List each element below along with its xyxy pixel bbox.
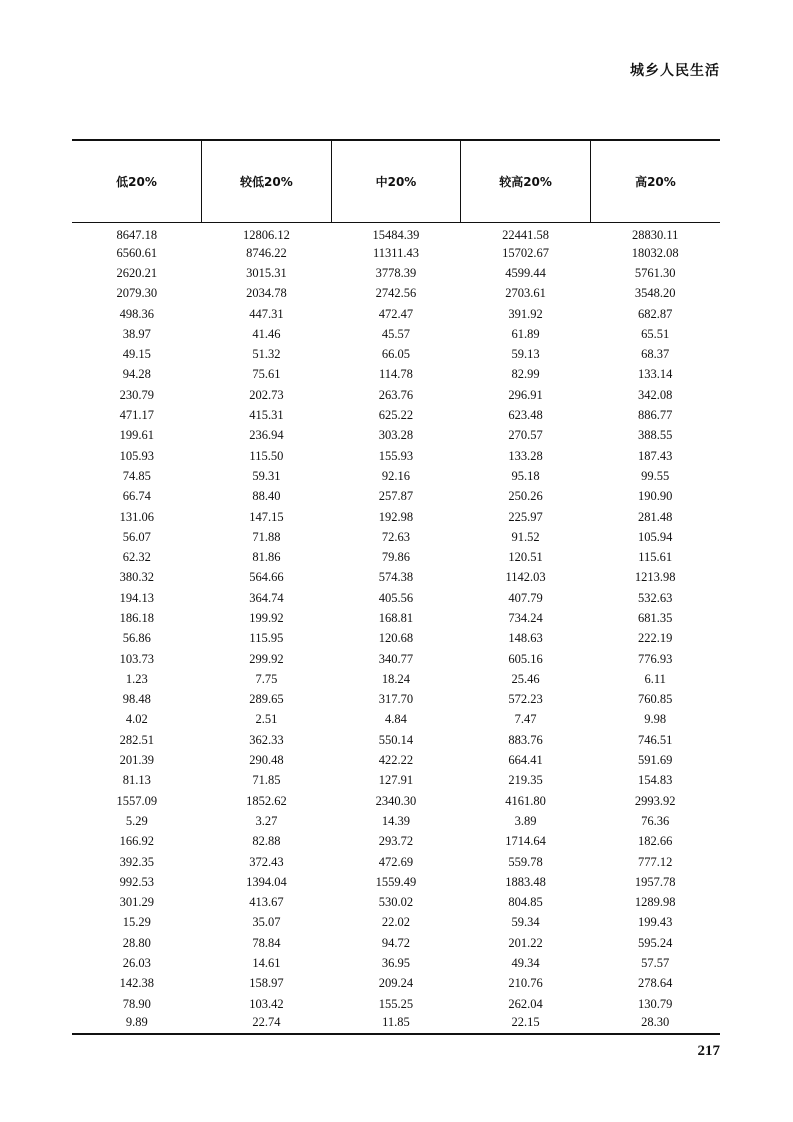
table-cell: 75.61: [252, 367, 281, 382]
table-cell: 1142.03: [505, 570, 546, 585]
table-cell: 391.92: [508, 306, 543, 321]
table-cell: 1852.62: [246, 793, 287, 808]
table-cell: 79.86: [381, 550, 411, 565]
table-cell: 155.93: [378, 448, 414, 463]
table-cell: 65.51: [641, 326, 670, 341]
table-cell: 1883.48: [505, 874, 546, 889]
table-cell: 804.85: [508, 895, 543, 910]
table-cell: 154.83: [638, 773, 673, 788]
table-cell: 263.76: [378, 387, 414, 402]
table-cell: 91.52: [511, 529, 540, 544]
table-cell: 105.94: [638, 529, 673, 544]
table-cell: 447.31: [249, 306, 284, 321]
table-cell: 11311.43: [373, 245, 419, 260]
table-cell: 68.37: [641, 347, 670, 362]
table-cell: 572.23: [508, 692, 543, 707]
table-cell: 7.75: [255, 671, 278, 686]
table-cell: 59.13: [511, 347, 540, 362]
table-body: [72, 222, 720, 1034]
table-cell: 209.24: [378, 976, 414, 991]
table-cell: 130.79: [638, 996, 673, 1011]
table-cell: 4161.80: [505, 793, 546, 808]
table-row: [72, 222, 720, 243]
table-cell: 28.30: [590, 1014, 720, 1034]
table-cell: 199.61: [119, 428, 154, 443]
data-table-container: [72, 139, 720, 1035]
table-cell: 133.28: [508, 448, 543, 463]
table-cell: 303.28: [378, 428, 414, 443]
table-cell: 2034.78: [246, 286, 287, 301]
table-cell: 388.55: [638, 428, 673, 443]
table-cell: 115.61: [638, 550, 673, 565]
table-cell: 2703.61: [505, 286, 546, 301]
table-cell: 38.97: [122, 326, 151, 341]
table-row: [72, 263, 720, 283]
table-cell: 776.93: [638, 651, 673, 666]
table-row: [72, 243, 720, 263]
table-cell: 664.41: [508, 753, 543, 768]
table-cell: 407.79: [508, 590, 543, 605]
table-row: [72, 1014, 720, 1034]
table-cell: 415.31: [249, 408, 284, 423]
table-row: [72, 973, 720, 993]
page-number: 217: [697, 1043, 720, 1059]
table-row: [72, 567, 720, 587]
table-row: [72, 547, 720, 567]
table-cell: 682.87: [638, 306, 673, 321]
table-cell: 290.48: [249, 753, 284, 768]
table-cell: 131.06: [119, 509, 154, 524]
table-cell: 734.24: [508, 610, 543, 625]
table-cell: 192.98: [378, 509, 414, 524]
table-cell: 296.91: [508, 387, 543, 402]
table-row: [72, 892, 720, 912]
table-row: [72, 588, 720, 608]
table-cell: 1.23: [125, 671, 148, 686]
table-cell: 4.84: [385, 712, 407, 727]
table-row: [72, 750, 720, 770]
table-cell: 59.34: [511, 915, 540, 930]
table-cell: 574.38: [378, 570, 414, 585]
table-row: [72, 385, 720, 405]
table-row: [72, 283, 720, 303]
table-cell: 564.66: [249, 570, 284, 585]
table-cell: 103.42: [249, 996, 284, 1011]
table-cell: 6560.61: [116, 245, 158, 260]
table-cell: 299.92: [249, 651, 284, 666]
table-cell: 98.48: [122, 692, 151, 707]
table-cell: 56.86: [122, 631, 151, 646]
table-cell: 236.94: [249, 428, 284, 443]
table-cell: 623.48: [508, 408, 543, 423]
table-cell: 190.90: [638, 489, 673, 504]
table-cell: 270.57: [508, 428, 543, 443]
table-cell: 472.69: [378, 854, 414, 869]
table-cell: 777.12: [638, 854, 673, 869]
table-cell: 372.43: [249, 854, 284, 869]
table-cell: 26.03: [122, 956, 151, 971]
table-cell: 147.15: [249, 509, 284, 524]
table-cell: 8746.22: [246, 245, 287, 260]
table-cell: 57.57: [641, 956, 670, 971]
table-cell: 95.18: [511, 468, 540, 483]
table-cell: 472.47: [378, 306, 414, 321]
table-cell: 36.95: [381, 956, 411, 971]
table-cell: 262.04: [508, 996, 543, 1011]
table-cell: 74.85: [122, 468, 151, 483]
column-header: 低20%: [72, 140, 202, 222]
table-cell: 28830.11: [631, 227, 679, 242]
table-cell: 559.78: [508, 854, 543, 869]
table-row: [72, 993, 720, 1013]
table-row: [72, 851, 720, 871]
table-row: [72, 466, 720, 486]
table-cell: 886.77: [638, 408, 673, 423]
table-cell: 66.05: [381, 347, 411, 362]
table-row: [72, 811, 720, 831]
table-cell: 471.17: [119, 408, 154, 423]
table-row: [72, 628, 720, 648]
table-cell: 2993.92: [634, 793, 676, 808]
table-cell: 362.33: [249, 732, 284, 747]
table-cell: 992.53: [119, 874, 154, 889]
table-cell: 257.87: [378, 489, 414, 504]
table-row: [72, 303, 720, 323]
table-cell: 532.63: [638, 590, 673, 605]
table-cell: 142.38: [119, 976, 154, 991]
table-cell: 15702.67: [502, 245, 550, 260]
table-cell: 3015.31: [246, 265, 287, 280]
table-cell: 78.90: [122, 996, 151, 1011]
table-cell: 49.15: [122, 347, 151, 362]
table-cell: 166.92: [119, 834, 154, 849]
table-cell: 18.24: [381, 671, 411, 686]
table-cell: 2.51: [255, 712, 278, 727]
table-cell: 120.51: [508, 550, 543, 565]
table-row: [72, 425, 720, 445]
table-cell: 133.14: [638, 367, 673, 382]
table-cell: 49.34: [511, 956, 540, 971]
table-row: [72, 445, 720, 465]
table-cell: 88.40: [252, 489, 281, 504]
table-cell: 342.08: [638, 387, 673, 402]
table-cell: 4599.44: [505, 265, 546, 280]
table-row: [72, 933, 720, 953]
column-header: 较高20%: [461, 140, 591, 222]
table-cell: 45.57: [381, 326, 411, 341]
table-row: [72, 344, 720, 364]
table-cell: 56.07: [122, 529, 151, 544]
table-cell: 1213.98: [634, 570, 676, 585]
table-row: [72, 791, 720, 811]
table-cell: 15484.39: [372, 227, 420, 242]
table-row: [72, 405, 720, 425]
table-row: [72, 912, 720, 932]
table-cell: 25.46: [511, 671, 540, 686]
table-cell: 155.25: [378, 996, 414, 1011]
column-header: 较低20%: [202, 140, 332, 222]
table-row: [72, 953, 720, 973]
table-cell: 364.74: [249, 590, 284, 605]
table-row: [72, 608, 720, 628]
table-cell: 392.35: [119, 854, 154, 869]
table-cell: 5.29: [125, 813, 148, 828]
table-cell: 66.74: [122, 489, 151, 504]
table-cell: 605.16: [508, 651, 543, 666]
table-cell: 99.55: [641, 468, 670, 483]
table-cell: 158.97: [249, 976, 284, 991]
table-cell: 148.63: [508, 631, 543, 646]
table-cell: 2340.30: [375, 793, 417, 808]
table-cell: 28.80: [122, 935, 151, 950]
table-cell: 127.91: [378, 773, 414, 788]
table-cell: 746.51: [638, 732, 673, 747]
table-header: [72, 140, 720, 222]
table-cell: 62.32: [122, 550, 151, 565]
table-cell: 71.85: [252, 773, 281, 788]
table-cell: 1559.49: [375, 874, 417, 889]
table-cell: 3.89: [514, 813, 537, 828]
table-cell: 51.32: [252, 347, 281, 362]
table-row: [72, 730, 720, 750]
table-cell: 186.18: [119, 610, 154, 625]
table-cell: 14.61: [252, 956, 281, 971]
table-cell: 289.65: [249, 692, 284, 707]
table-cell: 1394.04: [246, 874, 287, 889]
table-cell: 4.02: [125, 712, 148, 727]
table-cell: 92.16: [381, 468, 411, 483]
table-cell: 760.85: [638, 692, 673, 707]
table-cell: 18032.08: [631, 245, 679, 260]
table-row: [72, 486, 720, 506]
table-cell: 530.02: [378, 895, 414, 910]
table-cell: 94.72: [381, 935, 411, 950]
table-row: [72, 324, 720, 344]
table-cell: 81.86: [252, 550, 281, 565]
table-cell: 293.72: [378, 834, 414, 849]
table-cell: 282.51: [119, 732, 154, 747]
table-cell: 59.31: [252, 468, 281, 483]
table-cell: 120.68: [378, 631, 414, 646]
table-cell: 5761.30: [634, 265, 676, 280]
table-cell: 22.15: [461, 1014, 591, 1034]
table-cell: 550.14: [378, 732, 414, 747]
table-cell: 595.24: [638, 935, 673, 950]
table-cell: 9.89: [72, 1014, 202, 1034]
table-cell: 883.76: [508, 732, 543, 747]
table-cell: 340.77: [378, 651, 414, 666]
table-cell: 281.48: [638, 509, 673, 524]
table-cell: 591.69: [638, 753, 673, 768]
table-cell: 11.85: [331, 1014, 461, 1034]
table-cell: 187.43: [638, 448, 673, 463]
table-row: [72, 689, 720, 709]
table-cell: 202.73: [249, 387, 284, 402]
column-header: 中20%: [331, 140, 461, 222]
table-cell: 317.70: [378, 692, 414, 707]
table-cell: 78.84: [252, 935, 281, 950]
table-row: [72, 506, 720, 526]
table-cell: 115.50: [249, 448, 284, 463]
table-cell: 114.78: [379, 367, 413, 382]
table-cell: 76.36: [641, 813, 670, 828]
table-cell: 22441.58: [502, 227, 550, 242]
table-cell: 199.92: [249, 610, 284, 625]
table-cell: 72.63: [381, 529, 411, 544]
table-cell: 380.32: [119, 570, 154, 585]
table-row: [72, 770, 720, 790]
table-cell: 71.88: [252, 529, 281, 544]
table-cell: 194.13: [119, 590, 154, 605]
table-cell: 103.73: [119, 651, 154, 666]
table-cell: 413.67: [249, 895, 284, 910]
table-cell: 1714.64: [505, 834, 546, 849]
table-cell: 2079.30: [116, 286, 158, 301]
table-cell: 405.56: [378, 590, 414, 605]
table-cell: 3548.20: [634, 286, 676, 301]
table-cell: 250.26: [508, 489, 543, 504]
table-cell: 94.28: [122, 367, 151, 382]
table-cell: 61.89: [511, 326, 540, 341]
table-cell: 3.27: [255, 813, 278, 828]
table-cell: 225.97: [508, 509, 543, 524]
table-cell: 41.46: [252, 326, 281, 341]
table-cell: 201.22: [508, 935, 543, 950]
table-cell: 681.35: [638, 610, 673, 625]
table-cell: 82.88: [252, 834, 281, 849]
table-cell: 498.36: [119, 306, 154, 321]
table-cell: 422.22: [378, 753, 414, 768]
table-row: [72, 648, 720, 668]
table-cell: 230.79: [119, 387, 154, 402]
running-head-title: 城乡人民生活: [630, 63, 720, 79]
table-cell: 35.07: [252, 915, 281, 930]
table-cell: 625.22: [378, 408, 414, 423]
table-cell: 210.76: [508, 976, 543, 991]
table-cell: 12806.12: [242, 227, 290, 242]
table-row: [72, 872, 720, 892]
table-cell: 22.74: [202, 1014, 332, 1034]
table-cell: 2742.56: [375, 286, 417, 301]
table-cell: 14.39: [381, 813, 411, 828]
table-cell: 1289.98: [634, 895, 676, 910]
table-cell: 115.95: [249, 631, 284, 646]
table-cell: 15.29: [122, 915, 151, 930]
table-cell: 105.93: [119, 448, 154, 463]
column-header: 高20%: [590, 140, 720, 222]
table-row: [72, 831, 720, 851]
table-cell: 1557.09: [116, 793, 158, 808]
table-row: [72, 527, 720, 547]
table-cell: 7.47: [514, 712, 537, 727]
table-row: [72, 669, 720, 689]
table-cell: 9.98: [644, 712, 667, 727]
table-cell: 278.64: [638, 976, 673, 991]
header-row: [72, 140, 720, 222]
table-row: [72, 709, 720, 729]
table-cell: 81.13: [122, 773, 151, 788]
table-cell: 22.02: [381, 915, 411, 930]
table-cell: 2620.21: [116, 265, 158, 280]
income-quintile-table: [72, 139, 720, 1035]
table-cell: 168.81: [378, 610, 414, 625]
table-cell: 3778.39: [375, 265, 417, 280]
table-cell: 82.99: [511, 367, 540, 382]
table-row: [72, 364, 720, 384]
table-cell: 182.66: [638, 834, 673, 849]
table-cell: 201.39: [119, 753, 154, 768]
table-cell: 219.35: [508, 773, 543, 788]
table-cell: 6.11: [644, 671, 666, 686]
table-cell: 8647.18: [116, 227, 158, 242]
table-cell: 199.43: [638, 915, 673, 930]
table-cell: 1957.78: [634, 874, 676, 889]
table-cell: 301.29: [119, 895, 154, 910]
table-cell: 222.19: [638, 631, 673, 646]
